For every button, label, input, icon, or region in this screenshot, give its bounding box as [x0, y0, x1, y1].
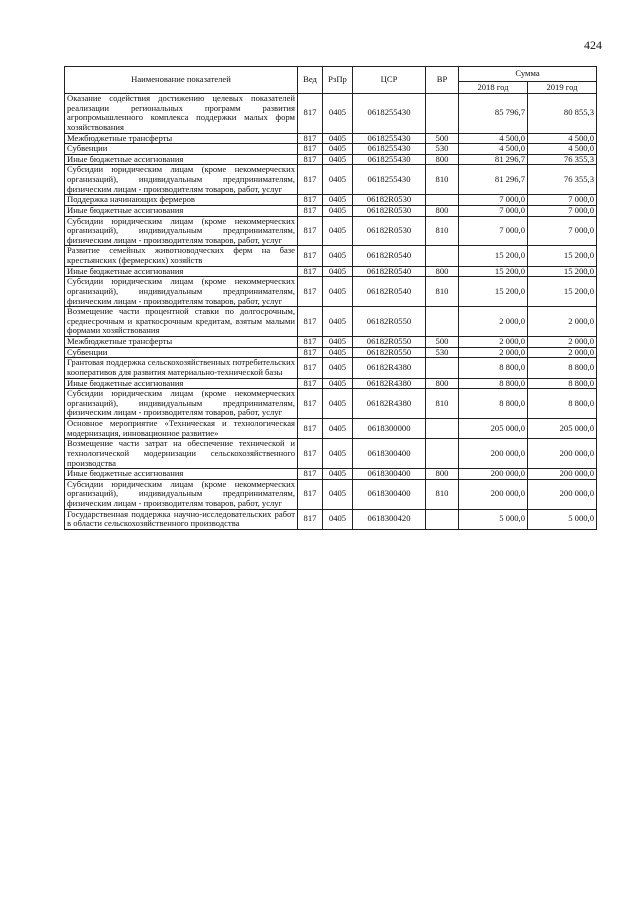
row-csr: 06182R0530: [353, 205, 426, 216]
header-sum: Сумма: [459, 67, 597, 82]
row-vr: [426, 419, 459, 439]
row-csr: 0618300400: [353, 469, 426, 480]
row-vr: 810: [426, 479, 459, 509]
row-amount-2018: 15 200,0: [459, 266, 528, 277]
row-name: Межбюджетные трансферты: [65, 133, 298, 144]
row-csr: 0618255430: [353, 165, 426, 195]
row-ved: 817: [298, 358, 323, 378]
row-rzpr: 0405: [323, 419, 353, 439]
row-vr: 800: [426, 266, 459, 277]
row-amount-2018: 85 796,7: [459, 94, 528, 134]
row-rzpr: 0405: [323, 266, 353, 277]
row-rzpr: 0405: [323, 439, 353, 469]
row-amount-2018: 200 000,0: [459, 439, 528, 469]
table-row: [65, 509, 597, 529]
row-amount-2018: 7 000,0: [459, 195, 528, 206]
row-csr: 06182R0530: [353, 216, 426, 246]
row-name: Иные бюджетные ассигнования: [65, 154, 298, 165]
table-row: [65, 133, 597, 144]
row-csr: 06182R0550: [353, 307, 426, 337]
row-csr: 0618255430: [353, 133, 426, 144]
row-vr: 530: [426, 347, 459, 358]
row-csr: 06182R0540: [353, 266, 426, 277]
row-vr: [426, 358, 459, 378]
row-rzpr: 0405: [323, 378, 353, 389]
row-amount-2019: 205 000,0: [528, 419, 597, 439]
row-amount-2018: 8 800,0: [459, 378, 528, 389]
row-name: Основное мероприятие «Техническая и технологическая модернизация, инновационное развитие»: [65, 419, 298, 439]
row-ved: 817: [298, 205, 323, 216]
row-rzpr: 0405: [323, 358, 353, 378]
row-ved: 817: [298, 195, 323, 206]
table-row: [65, 358, 597, 378]
header-name: Наименование показателей: [65, 67, 298, 94]
table-row: [65, 94, 597, 134]
row-name: Грантовая поддержка сельскохозяйственных потребительских кооперативов для развития материально-технической базы: [65, 358, 298, 378]
row-ved: 817: [298, 347, 323, 358]
row-rzpr: 0405: [323, 144, 353, 155]
row-amount-2018: 7 000,0: [459, 205, 528, 216]
row-vr: 530: [426, 144, 459, 155]
row-ved: 817: [298, 165, 323, 195]
table-row: [65, 246, 597, 266]
row-amount-2019: 2 000,0: [528, 347, 597, 358]
table-row: [65, 266, 597, 277]
table-row: [65, 479, 597, 509]
row-vr: 500: [426, 133, 459, 144]
header-ved: Вед: [298, 67, 323, 94]
table-row: [65, 378, 597, 389]
row-amount-2019: 7 000,0: [528, 205, 597, 216]
row-amount-2019: 76 355,3: [528, 154, 597, 165]
table-row: [65, 216, 597, 246]
row-rzpr: 0405: [323, 205, 353, 216]
row-csr: 06182R0540: [353, 277, 426, 307]
row-name: Возмещение части затрат на обеспечение технической и технологической модернизации сельскохозяйственного производства: [65, 439, 298, 469]
row-name: Субвенции: [65, 347, 298, 358]
row-vr: [426, 439, 459, 469]
row-rzpr: 0405: [323, 277, 353, 307]
row-amount-2018: 2 000,0: [459, 347, 528, 358]
row-vr: [426, 246, 459, 266]
header-rzpr: РзПр: [323, 67, 353, 94]
table-row: [65, 307, 597, 337]
header-vr: ВР: [426, 67, 459, 94]
table-row: [65, 469, 597, 480]
row-ved: 817: [298, 509, 323, 529]
row-name: Возмещение части процентной ставки по долгосрочным, среднесрочным и краткосрочным кредитам, взятым малыми формами хозяйствования: [65, 307, 298, 337]
row-vr: 500: [426, 337, 459, 348]
row-name: Субвенции: [65, 144, 298, 155]
row-amount-2019: 7 000,0: [528, 195, 597, 206]
row-amount-2018: 15 200,0: [459, 277, 528, 307]
row-csr: 06182R0530: [353, 195, 426, 206]
row-name: Иные бюджетные ассигнования: [65, 266, 298, 277]
row-ved: 817: [298, 154, 323, 165]
table-row: [65, 347, 597, 358]
row-amount-2019: 200 000,0: [528, 469, 597, 480]
header-year-2018: 2018 год: [459, 82, 528, 94]
row-ved: 817: [298, 216, 323, 246]
row-rzpr: 0405: [323, 216, 353, 246]
header-csr: ЦСР: [353, 67, 426, 94]
row-amount-2019: 80 855,3: [528, 94, 597, 134]
row-amount-2018: 205 000,0: [459, 419, 528, 439]
table-row: [65, 439, 597, 469]
row-csr: 0618255430: [353, 154, 426, 165]
row-rzpr: 0405: [323, 154, 353, 165]
table-row: [65, 389, 597, 419]
row-name: Государственная поддержка научно-исследовательских работ в области сельскохозяйственного производства: [65, 509, 298, 529]
row-amount-2018: 7 000,0: [459, 216, 528, 246]
table-row: [65, 419, 597, 439]
row-csr: 06182R4380: [353, 378, 426, 389]
row-amount-2019: 200 000,0: [528, 479, 597, 509]
row-ved: 817: [298, 479, 323, 509]
row-amount-2019: 4 500,0: [528, 133, 597, 144]
row-amount-2018: 15 200,0: [459, 246, 528, 266]
row-vr: [426, 307, 459, 337]
row-rzpr: 0405: [323, 165, 353, 195]
row-amount-2018: 81 296,7: [459, 154, 528, 165]
row-ved: 817: [298, 469, 323, 480]
row-vr: 810: [426, 216, 459, 246]
row-vr: 810: [426, 277, 459, 307]
row-amount-2019: 200 000,0: [528, 439, 597, 469]
row-amount-2019: 2 000,0: [528, 307, 597, 337]
row-csr: 0618255430: [353, 94, 426, 134]
table-row: [65, 337, 597, 348]
table-row: [65, 154, 597, 165]
row-ved: 817: [298, 144, 323, 155]
row-ved: 817: [298, 307, 323, 337]
row-vr: [426, 195, 459, 206]
row-name: Иные бюджетные ассигнования: [65, 469, 298, 480]
row-csr: 0618300420: [353, 509, 426, 529]
row-rzpr: 0405: [323, 195, 353, 206]
table-row: [65, 205, 597, 216]
row-csr: 0618255430: [353, 144, 426, 155]
row-ved: 817: [298, 378, 323, 389]
row-rzpr: 0405: [323, 389, 353, 419]
row-amount-2019: 8 800,0: [528, 378, 597, 389]
row-rzpr: 0405: [323, 469, 353, 480]
row-rzpr: 0405: [323, 94, 353, 134]
row-csr: 06182R4380: [353, 358, 426, 378]
page-number: 424: [584, 38, 602, 52]
row-rzpr: 0405: [323, 337, 353, 348]
row-rzpr: 0405: [323, 479, 353, 509]
row-amount-2019: 7 000,0: [528, 216, 597, 246]
row-csr: 06182R4380: [353, 389, 426, 419]
row-name: Иные бюджетные ассигнования: [65, 378, 298, 389]
row-rzpr: 0405: [323, 133, 353, 144]
row-csr: 06182R0550: [353, 337, 426, 348]
row-ved: 817: [298, 133, 323, 144]
row-ved: 817: [298, 246, 323, 266]
row-amount-2018: 2 000,0: [459, 307, 528, 337]
row-rzpr: 0405: [323, 509, 353, 529]
row-name: Поддержка начинающих фермеров: [65, 195, 298, 206]
table-row: [65, 277, 597, 307]
row-amount-2018: 8 800,0: [459, 389, 528, 419]
row-amount-2019: 4 500,0: [528, 144, 597, 155]
row-ved: 817: [298, 94, 323, 134]
row-csr: 06182R0550: [353, 347, 426, 358]
row-amount-2019: 8 800,0: [528, 389, 597, 419]
table-row: [65, 144, 597, 155]
row-amount-2018: 81 296,7: [459, 165, 528, 195]
row-csr: 06182R0540: [353, 246, 426, 266]
row-ved: 817: [298, 277, 323, 307]
row-ved: 817: [298, 337, 323, 348]
row-name: Иные бюджетные ассигнования: [65, 205, 298, 216]
row-csr: 0618300400: [353, 479, 426, 509]
row-amount-2019: 15 200,0: [528, 266, 597, 277]
row-amount-2018: 200 000,0: [459, 469, 528, 480]
row-csr: 0618300000: [353, 419, 426, 439]
row-csr: 0618300400: [353, 439, 426, 469]
table-row: [65, 165, 597, 195]
row-vr: [426, 94, 459, 134]
row-name: Оказание содействия достижению целевых показателей реализации региональных программ развития агропромышленного комплекса поддержки малых форм хозяйствования: [65, 94, 298, 134]
row-amount-2019: 5 000,0: [528, 509, 597, 529]
row-rzpr: 0405: [323, 347, 353, 358]
table-row: [65, 195, 597, 206]
row-amount-2018: 2 000,0: [459, 337, 528, 348]
header-year-2019: 2019 год: [528, 82, 597, 94]
row-vr: [426, 509, 459, 529]
row-amount-2018: 4 500,0: [459, 133, 528, 144]
row-amount-2018: 8 800,0: [459, 358, 528, 378]
row-name: Субсидии юридическим лицам (кроме некоммерческих организаций), индивидуальным предпринимателям, физическим лицам - производителям товаров, работ, услуг: [65, 479, 298, 509]
row-amount-2019: 76 355,3: [528, 165, 597, 195]
row-vr: 810: [426, 389, 459, 419]
row-ved: 817: [298, 266, 323, 277]
row-vr: 800: [426, 205, 459, 216]
budget-table: [64, 66, 597, 530]
row-name: Субсидии юридическим лицам (кроме некоммерческих организаций), индивидуальным предпринимателям, физическим лицам - производителям товаров, работ, услуг: [65, 216, 298, 246]
row-ved: 817: [298, 419, 323, 439]
row-amount-2018: 200 000,0: [459, 479, 528, 509]
row-name: Развитие семейных животноводческих ферм на базе крестьянских (фермерских) хозяйств: [65, 246, 298, 266]
table-body: [65, 94, 597, 530]
row-amount-2019: 15 200,0: [528, 246, 597, 266]
row-vr: 800: [426, 378, 459, 389]
table-header: [65, 67, 597, 94]
row-vr: 810: [426, 165, 459, 195]
row-amount-2019: 2 000,0: [528, 337, 597, 348]
row-name: Межбюджетные трансферты: [65, 337, 298, 348]
row-name: Субсидии юридическим лицам (кроме некоммерческих организаций), индивидуальным предпринимателям, физическим лицам - производителям товаров, работ, услуг: [65, 165, 298, 195]
row-amount-2018: 5 000,0: [459, 509, 528, 529]
row-rzpr: 0405: [323, 246, 353, 266]
row-vr: 800: [426, 469, 459, 480]
row-ved: 817: [298, 389, 323, 419]
row-rzpr: 0405: [323, 307, 353, 337]
row-name: Субсидии юридическим лицам (кроме некоммерческих организаций), индивидуальным предпринимателям, физическим лицам - производителям товаров, работ, услуг: [65, 277, 298, 307]
row-name: Субсидии юридическим лицам (кроме некоммерческих организаций), индивидуальным предпринимателям, физическим лицам - производителям товаров, работ, услуг: [65, 389, 298, 419]
row-amount-2018: 4 500,0: [459, 144, 528, 155]
row-vr: 800: [426, 154, 459, 165]
row-ved: 817: [298, 439, 323, 469]
row-amount-2019: 15 200,0: [528, 277, 597, 307]
row-amount-2019: 8 800,0: [528, 358, 597, 378]
